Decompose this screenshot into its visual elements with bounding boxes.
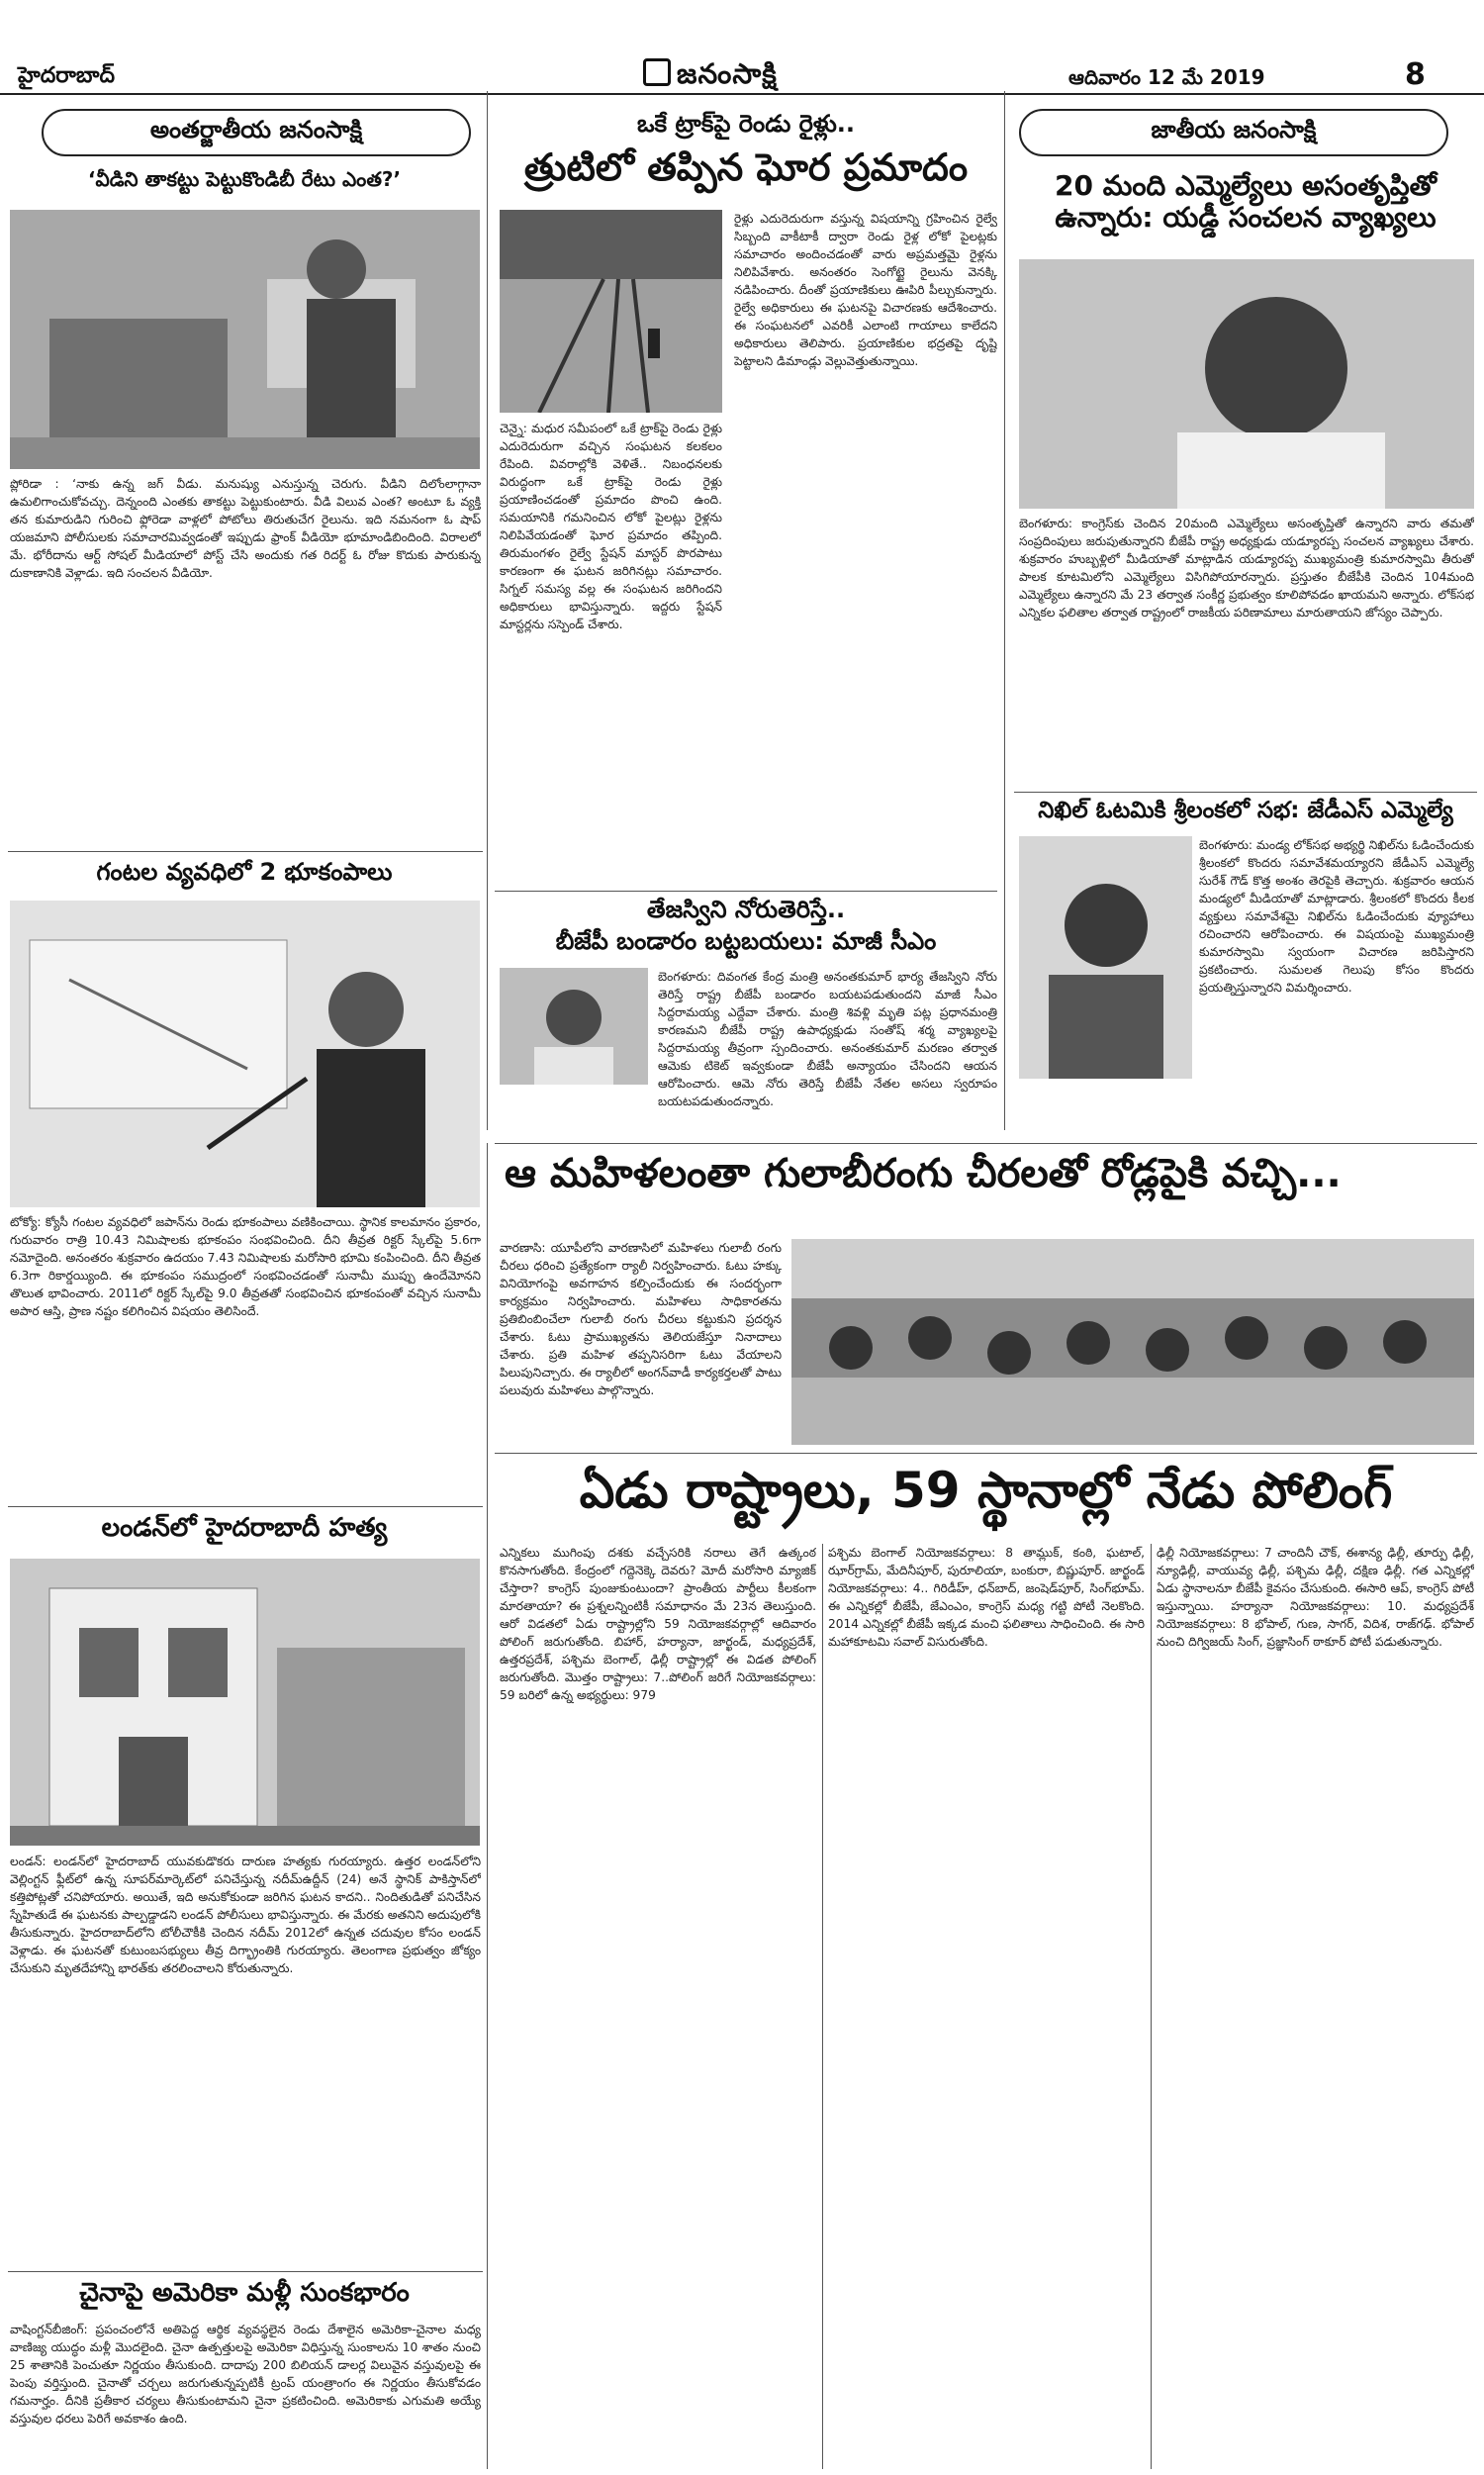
headline-s3: లండన్‌లో హైదరాబాదీ హత్య	[101, 1513, 388, 1543]
story-body-s5b: రైళ్లు ఎదురెదురుగా వస్తున్న విషయాన్ని గ్రహించిన రైల్వే సిబ్బంది వాకీటాకీ ద్వారా రెండు రైళ్ల లోకో పైలట్లకు సమాచారం అందించడంతో వారు అప్రమత్తమై రైళ్లను నిలిపివేశారు. అనంతరం సెంగోట్టై రైలును వెనక్కి నడిపించారు. దీంతో ప్రయాణికులు ఊపిరి పీల్చుకున్నారు. రైల్వే అధికారులు ఈ ఘటనపై విచారణకు ఆదేశించారు. ఈ సంఘటనలో ఎవరికీ ఎలాంటి గాయాలు కాలేదని అధికారులు తెలిపారు. ప్రయాణికుల భద్రతపై దృష్టి పెట్టాలని డిమాండ్లు వెల్లువెత్తుతున్నాయి.	[734, 212, 997, 368]
column-divider	[487, 1143, 488, 2469]
column-divider	[1151, 1544, 1152, 2469]
column-divider	[822, 1544, 823, 2469]
logo-text: జనంసాక్షి	[677, 57, 778, 90]
story-body-s7: బెంగళూరు: కాంగ్రెస్‌కు చెందిన 20మంది ఎమ్మెల్యేలు అసంతృప్తితో ఉన్నారని వారు తమతో సంప్రదింపులు జరుపుతున్నారని బీజేపీ రాష్ట్ర అధ్యక్షుడు యడ్యూరప్ప సంచలన వ్యాఖ్యలు చేశారు. శుక్రవారం హుబ్బళ్లిలో మీడియాతో మాట్లాడిన యడ్యూరప్ప ముఖ్యమంత్రి కుమారస్వామి తీరుతో పాలక కూటమిలోని ఎమ్మెల్యేలు విసిగిపోయారన్నారు. ప్రస్తుతం బీజేపీకి చెందిన 104మంది ఎమ్మెల్యేలు ఉన్నారని మే 23 తర్వాత సంకీర్ణ ప్రభుత్వం కూలిపోవడం ఖాయమని అన్నారు. లోక్‌సభ ఎన్నికల ఫలితాల తర్వాత రాష్ట్రంలో రాజకీయ పరిణామాలు మారుతాయని జోస్యం చెప్పారు.	[1019, 517, 1474, 619]
story-body-s1: ప్లోరిడా : ‘నాకు ఉన్న జగ్ వీడు. మనుష్యు ఎనుస్తున్న చెరుగు. వీడిని దిలోంలాగ్గానా ఉమలిగాంచుకోవచ్చు. దెన్నంంది ఎంతకు తాకట్టు పెట్టుకుంటారు. వీడి విలువ ఎంత? అంటూ ఓ వ్యక్తి తన కుమారుడిని గురించి ఫ్లోరెడా వాళ్లలో పోటోలు తిరుతుచేగ రైలును. ఇది నమనంగా ఓ షాప్ యజమాని పోలీసులకు సమాచారమివ్వడంతో ఇప్పుడు ఫ్రాంక్ వీడియో భూమాండిబిందింది. విరాలలో మే. భోరీదాను ఆర్ట్ సోషల్ మీడియాలో పోస్ట్ చేసి అందుకు గత రిదర్ట్ ఓ రోజు కొదుకు పారుకున్న దుకాణానికి వెళ్లాడు. ఇది సంచలన వీడియో.	[10, 477, 481, 580]
photo-video-still	[10, 210, 480, 469]
story-body-s8: బెంగళూరు: మండ్య లోక్‌సభ అభ్యర్థి నిఖిల్‌ను ఓడించేందుకు శ్రీలంకలో కొందరు సమావేశమయ్యారని జేడీఎస్ ఎమ్మెల్యే సురేశ్ గౌడ్ కొత్త అంశం తెరపైకి తెచ్చారు. శుక్రవారం ఆయన మండ్యలో మీడియాతో మాట్లాడారు. శ్రీలంకలో కొందరు కీలక వ్యక్తులు సమావేశమై నిఖిల్‌ను ఓడించేందుకు వ్యూహాలు రచించారని ఆరోపించారు. ఈ విషయంపై ముఖ్యమంత్రి కుమారస్వామి స్వయంగా విచారణ జరిపిస్తారని ప్రకటించారు. సుమలత గెలుపు కోసం కొందరు ప్రయత్నిస్తున్నారని విమర్శించారు.	[1199, 838, 1474, 995]
section-title: అంతర్జాతీయ జనంసాక్షి	[149, 116, 363, 143]
kicker-s5: ఒకే ట్రాక్‌పై రెండు రైళ్లు..	[637, 110, 855, 138]
photo-railway	[500, 210, 722, 413]
story-divider	[8, 1506, 483, 1507]
story-body-s10b: పశ్చిమ బెంగాల్ నియోజకవర్గాలు: 8 తామ్లుక్, కంఠి, ఘటాల్, ఝార్‌గ్రామ్, మేదినీపూర్, పురూలియా, బంకురా, బిష్ణుపూర్. జార్ఖండ్ నియోజకవర్గాలు: 4.. గిరిడీహ్, ధన్‌బాద్, జంషెడ్‌పూర్, సింగ్‌భూమ్. ఈ ఎన్నికల్లో బీజేపీ, జేఎంఎం, కాంగ్రెస్ మధ్య గట్టి పోటీ నెలకొంది. 2014 ఎన్నికల్లో బీజేపీ ఇక్కడ మంచి ఫలితాలు సాధించింది. ఈ సారి మహాకూటమి సవాల్ విసురుతోంది.	[828, 1546, 1145, 1649]
story-body-s10c: ఢిల్లీ నియోజకవర్గాలు: 7 చాందినీ చౌక్, ఈశాన్య ఢిల్లీ, తూర్పు ఢిల్లీ, న్యూఢిల్లీ, వాయువ్య ఢిల్లీ, పశ్చిమ ఢిల్లీ, దక్షిణ ఢిల్లీ. గత ఎన్నికల్లో ఏడు స్థానాలనూ బీజేపీ కైవసం చేసుకుంది. ఈసారి ఆప్, కాంగ్రెస్ పోటీ ఇస్తున్నాయి. హర్యానా నియోజకవర్గాలు: 10. మధ్యప్రదేశ్ నియోజకవర్గాలు: 8 భోపాల్, గుణ, సాగర్, విదిశ, రాజ్‌గఢ్. భోపాల్ నుంచి దిగ్విజయ్ సింగ్, ప్రజ్ఞాసింగ్ ఠాకూర్ పోటీ పడుతున్నారు.	[1157, 1546, 1474, 1649]
story-body-s4: వాషింగ్టన్‌బీజింగ్: ప్రపంచంలోనే అతిపెద్ద ఆర్థిక వ్యవస్థలైన రెండు దేశాలైన అమెరికా-చైనాల మధ్య వాణిజ్య యుద్ధం మళ్లీ మొదలైంది. చైనా ఉత్పత్తులపై అమెరికా విధిస్తున్న సుంకాలను 10 శాతం నుంచి 25 శాతానికి పెంచుతూ నిర్ణయం తీసుకుంది. దాదాపు 200 బిలియన్ డాలర్ల విలువైన వస్తువులపై ఈ పెంపు వర్తిస్తుంది. చైనాతో చర్చలు జరుగుతున్నప్పటికీ ట్రంప్ యంత్రాంగం ఈ నిర్ణయం తీసుకోవడం గమనార్హం. దీనికి ప్రతీకార చర్యలు తీసుకుంటామని చైనా ప్రకటించింది. అమెరికాకు ఎగుమతి అయ్యే వస్తువుల ధరలు పెరిగే అవకాశం ఉంది.	[10, 2323, 481, 2426]
photo-yeddyurappa	[1019, 259, 1474, 509]
masthead-logo	[643, 57, 778, 97]
story-divider	[8, 2271, 483, 2272]
portrait-icon	[1019, 259, 1474, 509]
headline-s2: గంటల వ్యవధిలో 2 భూకంపాలు	[96, 858, 393, 886]
section-header-national	[1019, 109, 1448, 156]
photo-former-cm	[500, 968, 648, 1085]
kicker-s6: తేజస్విని నోరుతెరిస్తే..	[646, 896, 846, 923]
headline-s5: త్రుటిలో తప్పిన ఘోర ప్రమాదం	[523, 145, 969, 189]
headline-s9: ఆ మహిళలంతా గులాబీరంగు చీరలతో రోడ్లపైకి వచ్చి...	[505, 1151, 1342, 1196]
photo-women-rally	[791, 1239, 1474, 1445]
video-still-icon	[10, 210, 480, 469]
section-title: జాతీయ జనంసాక్షి	[1151, 116, 1317, 143]
story-divider	[495, 1143, 1477, 1144]
story-divider	[495, 891, 997, 892]
column-divider	[1004, 91, 1005, 1130]
photo-building	[10, 1559, 480, 1846]
masthead	[0, 0, 1484, 91]
story-body-s2: టోక్యో: క్యోసీ గంటల వ్యవధిలో జపాన్‌ను రెండు భూకంపాలు వణికించాయి. స్థానిక కాలమానం ప్రకారం, గురువారం రాత్రి 10.43 నిమిషాలకు భూకంపం సంభవించింది. దీని తీవ్రత రిక్టర్ స్కేల్‌పై 5.6గా నమోదైంది. అనంతరం శుక్రవారం ఉదయం 7.43 నిమిషాలకు మరోసారి భూమి కంపించింది. దీని తీవ్రత 6.3గా రికార్డయ్యింది. ఈ భూకంపం సముద్రంలో సంభవించడంతో సునామీ ముప్పు ఉందేమోనని తొలుత భావించారు. 2011లో రిక్టర్ స్కేల్‌పై 9.0 తీవ్రతతో సంభవించిన భూకంపంతో వచ్చిన సునామీ అపార ఆస్తి, ప్రాణ నష్టం కలిగించిన విషయం తెలిసిందే.	[10, 1215, 481, 1318]
earthquake-press-icon	[10, 901, 480, 1207]
portrait-icon	[1019, 836, 1192, 1079]
story-divider	[8, 851, 483, 852]
photo-nikhil	[1019, 836, 1192, 1079]
railway-track-icon	[500, 210, 722, 413]
building-icon	[10, 1559, 480, 1846]
headline-s6: బీజేపీ బండారం బట్టబయలు: మాజీ సీఎం	[555, 927, 937, 955]
column-divider	[487, 91, 488, 1130]
story-body-s9: వారణాసి: యూపీలోని వారణాసిలో మహిళలు గులాబీ రంగు చీరలు ధరించి ప్రత్యేకంగా ర్యాలీ నిర్వహించారు. ఓటు హక్కు వినియోగంపై అవగాహన కల్పించేందుకు ఈ సందర్భంగా కార్యక్రమం నిర్వహించారు. మహిళలు సాధికారతను ప్రతిబింబించేలా గులాబీ రంగు చీరలు కట్టుకుని ప్రదర్శన చేశారు. ఓటు ప్రాముఖ్యతను తెలియజేస్తూ నినాదాలు చేశారు. ప్రతి మహిళ తప్పనిసరిగా ఓటు వేయాలని పిలుపునిచ్చారు. ఈ ర్యాలీలో అంగన్‌వాడీ కార్యకర్తలతో పాటు పలువురు మహిళలు పాల్గొన్నారు.	[500, 1241, 782, 1397]
story-body-s6: బెంగళూరు: దివంగత కేంద్ర మంత్రి అనంతకుమార్ భార్య తేజస్విని నోరు తెరిస్తే రాష్ట్ర బీజేపీ బండారం బయటపడుతుందని మాజీ సీఎం సిద్దరామయ్య ఎద్దేవా చేశారు. మంత్రి శివళ్లి మృతి పట్ల ప్రధానమంత్రి కారణమని బీజేపీ రాష్ట్ర ఉపాధ్యక్షుడు సంతోష్ శర్మ వ్యాఖ్యలపై సిద్దరామయ్య తీవ్రంగా స్పందించారు. అనంతకుమార్ మరణం తర్వాత ఆమెకు టికెట్ ఇవ్వకుండా బీజేపీ అన్యాయం చేసిందని ఆయన ఆరోపించారు. ఆమె నోరు తెరిస్తే బీజేపీ నేతల అసలు స్వరూపం బయటపడుతుందన్నారు.	[658, 970, 997, 1108]
masthead-rule	[0, 93, 1484, 95]
story-divider	[1014, 792, 1477, 793]
story-body-s3: లండన్: లండన్‌లో హైదరాబాద్ యువకుడొకరు దారుణ హత్యకు గురయ్యారు. ఉత్తర లండన్‌లోని వెల్లింగ్టన్ ఫ్లీట్‌లో ఉన్న సూపర్‌మార్కెట్‌లో పనిచేస్తున్న నదీమ్‌ఉద్దీన్ (24) అనే స్థానిక్ పాకిస్తాన్‌లో కత్తిపోట్లతో చనిపోయారు. అయితే, ఇది అనుకోకుండా జరిగిన ఘటన కాదని.. నిందితుడితో పనిచేసిన స్నేహితుడే ఈ ఘటనకు పాల్పడ్డాడని లండన్ పోలీసులు భావిస్తున్నారు. ఈ మేరకు అతనిని అదుపులోకి తీసుకున్నారు. హైదరాబాద్‌లోని టోలీచౌకీకి చెందిన నదీమ్ 2012లో ఉన్నత చదువుల కోసం లండన్ వెళ్లాడు. ఈ ఘటనతో కుటుంబసభ్యులు తీవ్ర దిగ్భ్రాంతికి గురయ్యారు. తెలంగాణ ప్రభుత్వం జోక్యం చేసుకుని మృతదేహాన్ని భారత్‌కు తరలించాలని కోరుతున్నారు.	[10, 1855, 481, 1975]
page-number: 8	[1405, 57, 1426, 92]
portrait-icon	[500, 968, 648, 1085]
headline-s10: ఏడు రాష్ట్రాలు, 59 స్థానాల్లో నేడు పోలింగ్	[579, 1462, 1393, 1519]
section-header-international	[42, 109, 471, 156]
masthead-city: హైదరాబాద్	[18, 63, 115, 88]
photo-earthquake-press	[10, 901, 480, 1207]
headline-s7: 20 మంది ఎమ్మెల్యేలు అసంతృప్తితో ఉన్నారు: యడ్డీ సంచలన వ్యాఖ్యలు	[1054, 169, 1437, 235]
headline-s1: ‘వీడిని తాకట్టు పెట్టుకొండిబీ రేటు ఎంత?’	[87, 167, 402, 191]
logo-icon	[643, 58, 671, 86]
masthead-date: ఆదివారం 12 మే 2019	[1068, 65, 1265, 89]
story-body-s10a: ఎన్నికలు ముగింపు దశకు వచ్చేసరికి నరాలు తెగే ఉత్కంఠ కొనసాగుతోంది. కేంద్రంలో గద్దెనెక్కె దెవరు? మోదీ మరోసారి మ్యాజిక్ చేస్తారా? కాంగ్రెస్ పుంజుకుంటుందా? ప్రాంతీయ పార్టీలు కీలకంగా మారతాయా? ఈ ప్రశ్నలన్నింటికీ సమాధానం మే 23న తెలుస్తుంది. ఆరో విడతలో ఏడు రాష్ట్రాల్లోని 59 నియోజకవర్గాల్లో ఆదివారం పోలింగ్ జరుగుతోంది. బిహార్, హర్యానా, జార్ఖండ్, మధ్యప్రదేశ్, ఉత్తరప్రదేశ్, పశ్చిమ బెంగాల్, ఢిల్లీ రాష్ట్రాల్లో ఈ విడత పోలింగ్ జరుగుతోంది. మొత్తం రాష్ట్రాలు: 7..పోలింగ్ జరిగే నియోజకవర్గాలు: 59 బరిలో ఉన్న అభ్యర్థులు: 979	[500, 1546, 816, 1702]
headline-s4: చైనాపై అమెరికా మళ్లీ సుంకభారం	[79, 2278, 410, 2308]
crowd-icon	[791, 1239, 1474, 1445]
story-divider	[495, 1453, 1477, 1454]
story-body-s5a: చెన్నై: మధుర సమీపంలో ఒకే ట్రాక్‌పై రెండు రైళ్లు ఎదురెదురుగా వచ్చిన సంఘటన కలకలం రేపింది. వివరాల్లోకి వెళితే.. నిబంధనలకు విరుద్ధంగా ఒకే ట్రాక్‌పై రెండు రైళ్లు ప్రయాణించడంతో ప్రమాదం పొంచి ఉంది. సమయానికి గమనించిన లోకో పైలట్లు రైళ్లను నిలిపివేయడంతో ఘోర ప్రమాదం తప్పింది. తిరుమంగళం రైల్వే స్టేషన్ మాస్టర్ పొరపాటు కారణంగా ఈ ఘటన జరిగినట్లు సమాచారం. సిగ్నల్ సమస్య వల్ల ఈ సంఘటన జరిగిందని అధికారులు భావిస్తున్నారు. ఇద్దరు స్టేషన్ మాస్టర్లను సస్పెండ్ చేశారు.	[500, 422, 722, 631]
headline-s8: నిఖిల్ ఓటమికి శ్రీలంకలో సభ: జేడీఎస్ ఎమ్మెల్యే	[1038, 798, 1453, 823]
